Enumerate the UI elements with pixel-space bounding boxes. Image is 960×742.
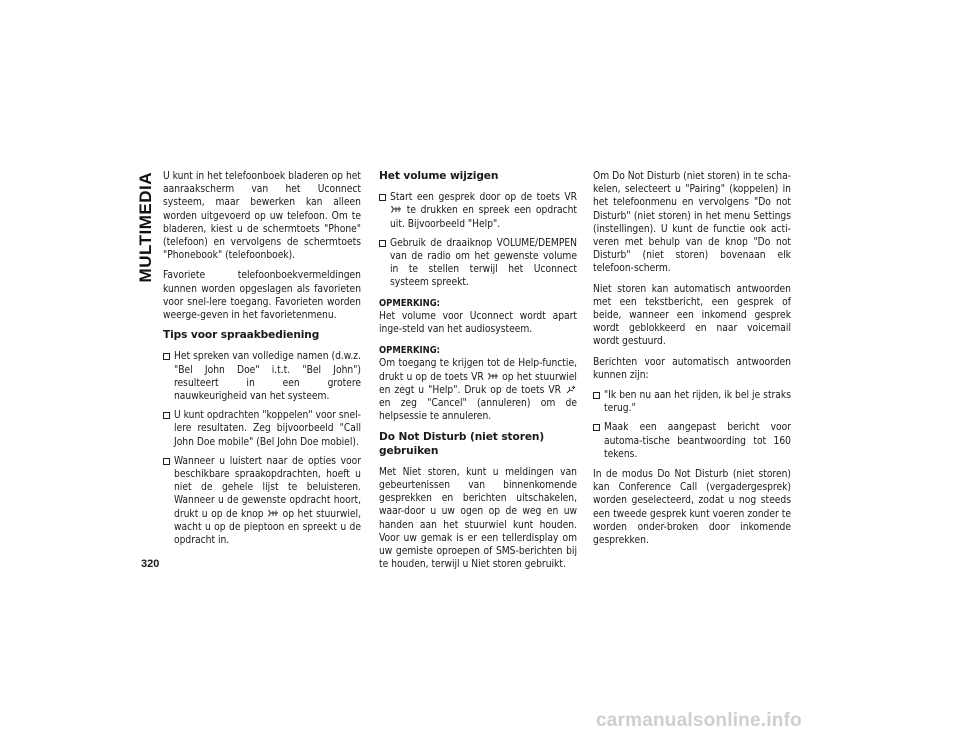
dnd-enable-paragraph: Om Do Not Disturb (niet storen) in te scha-kelen, selecteert u "Pairing" (koppelen) in het telefoonmenu en vervolgens "Do not Disturb" (niet storen) in het menu Settings (instellingen). U kunt de functie ook acti-veren met behulp van de knop "Do not Disturb" (niet storen) bovenaan elk telefoon-scherm. — [593, 171, 791, 275]
bullet-box-icon — [163, 458, 170, 465]
volume-list — [379, 191, 577, 289]
auto-reply-list — [593, 389, 791, 461]
phonebook-paragraph: U kunt in het telefoonboek bladeren op het aanraakscherm van het Uconnect systeem, maar bewerken kan alleen worden uitgevoerd op uw telefoon. Om te bladeren, kiest u de schermtoets "Phone" (telefoon) en vervolgens de schermtoets "Phonebook" (telefoonboek). — [163, 171, 361, 262]
voice-recognition-icon — [487, 372, 499, 381]
note-label: OPMERKING: — [379, 297, 441, 309]
bullet-box-icon — [593, 424, 600, 431]
page-number: 320 — [141, 558, 160, 570]
column-3 — [593, 170, 791, 554]
auto-reply-intro: Berichten voor automatisch antwoorden kunnen zijn: — [593, 356, 791, 381]
list-item: Gebruik de draaiknop VOLUME/DEMPEN van de radio om het gewenste volume in te stellen terwijl het Uconnect systeem spreekt. — [379, 237, 577, 290]
voice-recognition-icon — [267, 509, 279, 518]
note-volume — [379, 297, 577, 337]
bullet-box-icon — [593, 392, 600, 399]
watermark: carmanualsonline.info — [596, 710, 802, 731]
favorites-paragraph: Favoriete telefoonboekvermeldingen kunnen worden opgeslagen als favorieten voor snel-lere toegang. Favorieten worden weerge-geven in het favorietenmenu. — [163, 270, 361, 322]
section-tab: MULTIMEDIA — [136, 172, 155, 283]
dnd-paragraph: Met Niet storen, kunt u meldingen van gebeurtenissen van binnenkomende gesprekken en berichten uitschakelen, waar-door u uw ogen op de weg en uw handen aan het stuurwiel kunt houden. Voor uw gemak is er een tellerdisplay om uw gemiste oproepen of SMS-berichten bij te houden, terwijl u Niet storen gebruikt. — [379, 466, 577, 571]
conference-paragraph: In de modus Do Not Disturb (niet storen) kan Conference Call (vergadergesprek) worden geselecteerd, zodat u nog steeds een tweede gesprek kunt voeren zonder te worden onder-broken door inkomende gesprekken. — [593, 469, 791, 547]
voice-recognition-icon — [390, 205, 402, 214]
column-2 — [379, 170, 577, 578]
voice-tips-list — [163, 350, 361, 547]
bullet-box-icon — [379, 194, 386, 201]
bullet-box-icon — [163, 412, 170, 419]
list-item: Het spreken van volledige namen (d.w.z. "Bel John Doe" i.t.t. "Bel John") resulteert in een grotere nauwkeurigheid van het systeem. — [163, 350, 361, 403]
list-item: "Ik ben nu aan het rijden, ik bel je straks terug." — [593, 389, 791, 415]
note-help — [379, 344, 577, 423]
list-item: Wanneer u luistert naar de opties voor beschikbare spraakopdrachten, hoeft u niet de gehele lijst te beluisteren. Wanneer u de gewenste opdracht hoort, drukt u op de knop op het stuurwiel, wacht u op de pieptoon en spreekt u de opdracht in. — [163, 455, 361, 547]
list-item: Start een gesprek door op de toets VR te drukken en spreek een opdracht uit. Bijvoorbeeld "Help". — [379, 191, 577, 231]
note-label: OPMERKING: — [379, 345, 441, 357]
list-item: U kunt opdrachten "koppelen" voor snel-lere resultaten. Zeg bijvoorbeeld "Call John Doe mobile" (Bel John Doe mobiel). — [163, 409, 361, 449]
auto-reply-paragraph: Niet storen kan automatisch antwoorden met een tekstbericht, een gesprek of beide, wanneer een inkomend gesprek wordt geblokkeerd en naar voicemail wordt gestuurd. — [593, 283, 791, 348]
note-text: Het volume voor Uconnect wordt apart inge-steld van het audiosysteem. — [379, 310, 577, 336]
bullet-box-icon — [163, 353, 170, 360]
dnd-heading: Do Not Disturb (niet storen) gebruiken — [379, 431, 545, 457]
list-item: Maak een aangepast bericht voor automa-tische beantwoording tot 160 tekens. — [593, 421, 791, 461]
phone-icon — [565, 385, 577, 394]
column-1 — [163, 170, 361, 554]
volume-heading: Het volume wijzigen — [379, 170, 499, 182]
note-text: Om toegang te krijgen tot de Help-functie, drukt u op de toets VR op het stuurwiel en zegt u "Help". Druk op de toets VR en zeg "Cancel" (annuleren) om de helpsessie te annuleren. — [379, 358, 577, 423]
bullet-box-icon — [379, 240, 386, 247]
voice-tips-heading: Tips voor spraakbediening — [163, 329, 320, 342]
